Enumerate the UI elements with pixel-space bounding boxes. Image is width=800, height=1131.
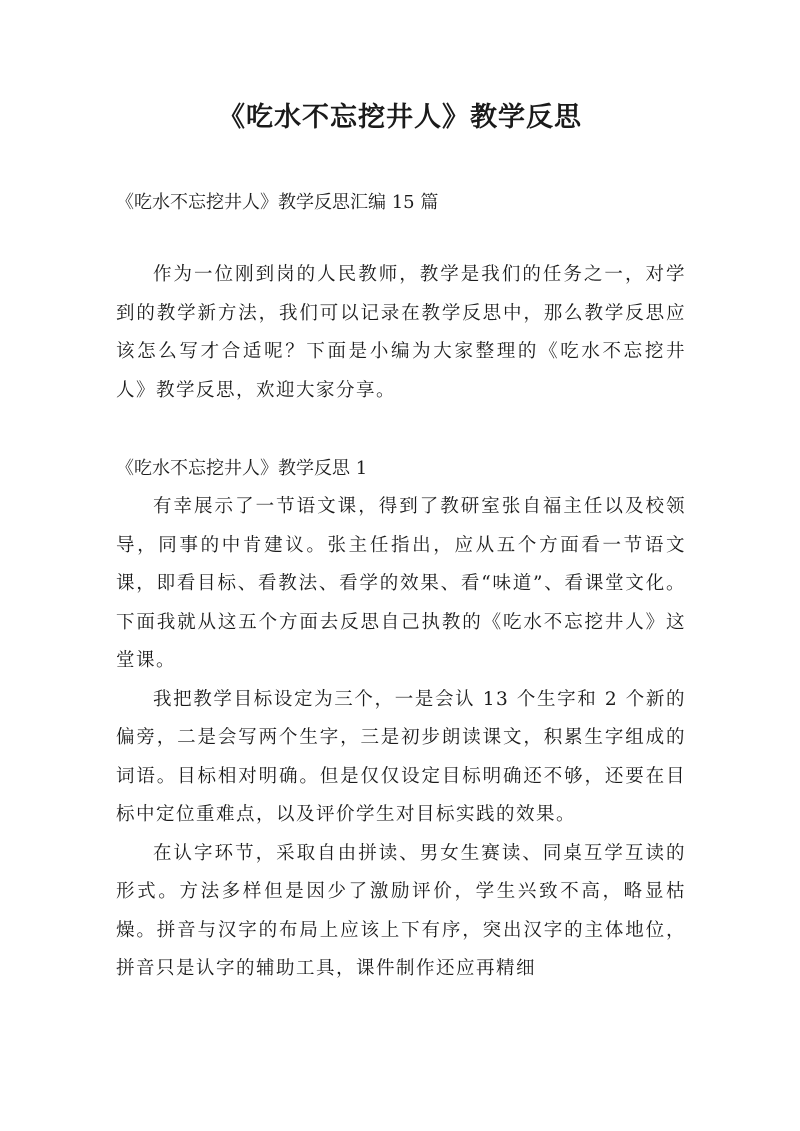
document-title: 《吃水不忘挖井人》教学反思 — [218, 102, 582, 133]
section-1-body — [116, 488, 686, 989]
paragraph: 有幸展示了一节语文课，得到了教研室张自福主任以及校领导，同事的中肯建议。张主任指出，应从五个方面看一节语文课，即看目标、看教法、看学的效果、看“味道”、看课堂文化。下面我就从这五个方面去反思自己执教的《吃水不忘挖井人》这堂课。 — [116, 496, 686, 671]
intro-paragraph: 作为一位刚到岗的人民教师，教学是我们的任务之一，对学到的教学新方法，我们可以记录在教学反思中，那么教学反思应该怎么写才合适呢？下面是小编为大家整理的《吃水不忘挖井人》教学反思，欢迎大家分享。 — [116, 264, 686, 401]
intro-block — [116, 256, 686, 410]
paragraph: 在认字环节，采取自由拼读、男女生赛读、同桌互学互读的形式。方法多样但是因少了激励评价，学生兴致不高，略显枯燥。拼音与汉字的布局上应该上下有序，突出汉字的主体地位，拼音只是认字的辅助工具，课件制作还应再精细 — [116, 842, 686, 979]
document-subtitle: 《吃水不忘挖井人》教学反思汇编 15 篇 — [116, 192, 439, 213]
paragraph: 我把教学目标设定为三个，一是会认 13 个生字和 2 个新的偏旁，二是会写两个生字，三是初步朗读课文，积累生字组成的词语。目标相对明确。但是仅仅设定目标明确还不够，还要在目标中定位重难点，以及评价学生对目标实践的效果。 — [116, 688, 686, 825]
section-1-heading: 《吃水不忘挖井人》教学反思 1 — [116, 458, 368, 479]
